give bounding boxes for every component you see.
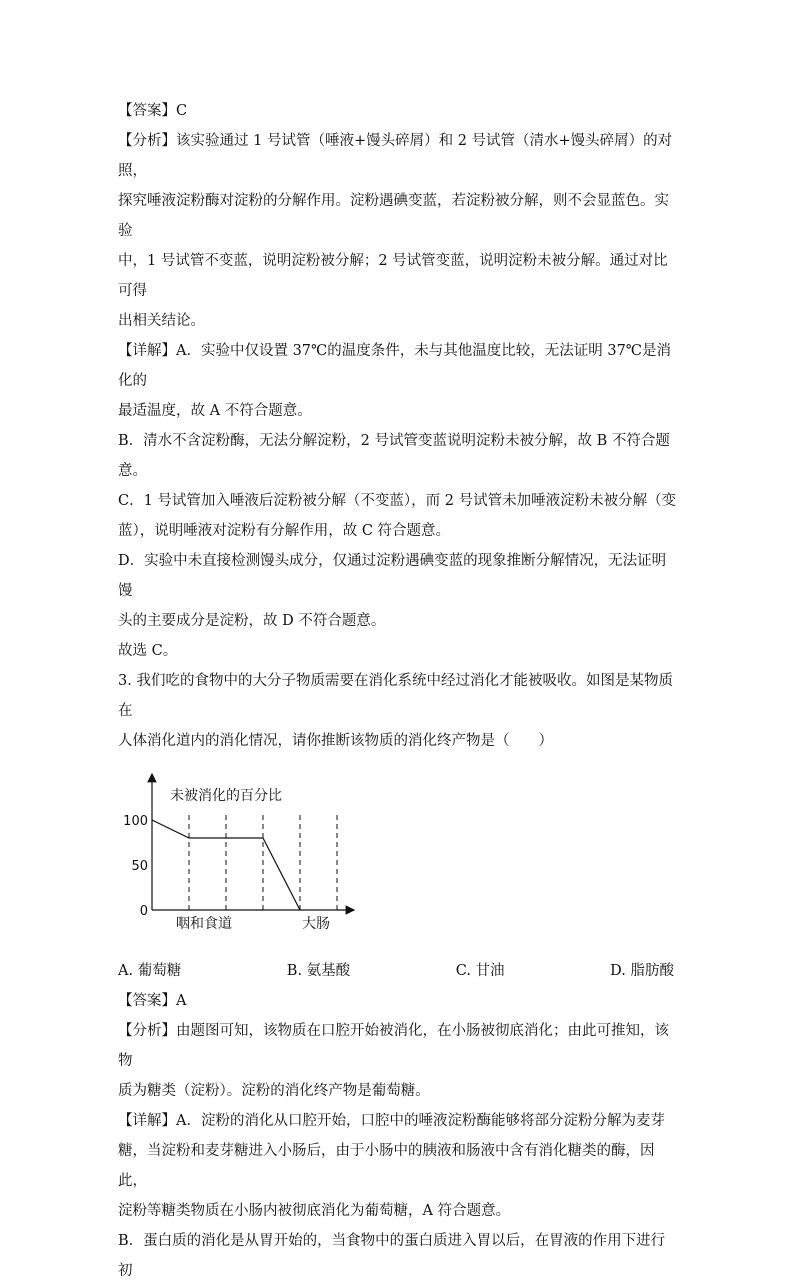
q3-detail <box>118 1106 678 1286</box>
q3-answer: 【答案】A <box>118 993 187 1009</box>
text-line: 最适温度，故 A 不符合题意。 <box>118 403 312 419</box>
option-a[interactable]: A. 葡萄糖 <box>118 963 182 979</box>
x-label-large-intestine: 大肠 <box>302 916 330 932</box>
text-line: 中，1 号试管不变蓝，说明淀粉被分解；2 号试管变蓝，说明淀粉未被分解。通过对比可得 <box>118 253 668 299</box>
q2-detail <box>118 336 678 666</box>
y-tick-label: 0 <box>139 904 148 919</box>
y-tick-label: 100 <box>123 814 148 829</box>
text-line: 【详解】A．实验中仅设置 37℃的温度条件，未与其他温度比较，无法证明 37℃是消化的 <box>118 343 672 389</box>
y-tick-label: 50 <box>131 859 148 874</box>
text-line: 头的主要成分是淀粉，故 D 不符合题意。 <box>118 613 386 629</box>
q3-question <box>118 666 678 756</box>
text-line: D．实验中未直接检测馒头成分，仅通过淀粉遇碘变蓝的现象推断分解情况，无法证明馒 <box>118 553 667 599</box>
document-page <box>118 96 678 1286</box>
text-line: 糖，当淀粉和麦芽糖进入小肠后，由于小肠中的胰液和肠液中含有消化糖类的酶，因此， <box>118 1143 655 1189</box>
q2-answer: 【答案】C <box>118 103 188 119</box>
option-c[interactable]: C. 甘油 <box>455 963 505 979</box>
text-line: 3. 我们吃的食物中的大分子物质需要在消化系统中经过消化才能被吸收。如图是某物质在 <box>118 673 673 719</box>
q3-options <box>118 956 674 986</box>
text-line: 故选 C。 <box>118 643 178 659</box>
q2-analysis <box>118 126 678 336</box>
grid-lines <box>189 814 337 910</box>
text-line: 人体消化道内的消化情况，请你推断该物质的消化终产物是（ ） <box>118 733 553 749</box>
text-line: 蓝），说明唾液对淀粉有分解作用，故 C 符合题意。 <box>118 523 451 539</box>
digestion-chart <box>118 768 418 938</box>
text-line: 意。 <box>118 463 147 479</box>
text-line: C．1 号试管加入唾液后淀粉被分解（不变蓝），而 2 号试管未加唾液淀粉未被分解（变 <box>118 493 677 509</box>
text-line: 出相关结论。 <box>118 313 205 329</box>
text-line: 质为糖类（淀粉）。淀粉的消化终产物是葡萄糖。 <box>118 1083 430 1099</box>
option-b[interactable]: B. 氨基酸 <box>286 963 351 979</box>
text-line: 【分析】该实验通过 1 号试管（唾液+馒头碎屑）和 2 号试管（清水+馒头碎屑）的对照， <box>118 133 673 179</box>
text-line: 淀粉等糖类物质在小肠内被彻底消化为葡萄糖，A 符合题意。 <box>118 1203 511 1219</box>
x-label-pharynx: 咽和食道 <box>176 916 232 932</box>
option-d[interactable]: D. 脂肪酸 <box>610 963 674 979</box>
text-line: B．蛋白质的消化是从胃开始的，当食物中的蛋白质进入胃以后，在胃液的作用下进行初 <box>118 1233 666 1279</box>
text-line: B．清水不含淀粉酶，无法分解淀粉，2 号试管变蓝说明淀粉未被分解，故 B 不符合题 <box>118 433 670 449</box>
text-line: 【分析】由题图可知，该物质在口腔开始被消化，在小肠被彻底消化；由此可推知，该物 <box>118 1023 669 1069</box>
y-axis-label: 未被消化的百分比 <box>170 788 282 804</box>
y-ticks <box>123 814 148 919</box>
text-line: 探究唾液淀粉酶对淀粉的分解作用。淀粉遇碘变蓝，若淀粉被分解，则不会显蓝色。实验 <box>118 193 669 239</box>
q3-analysis <box>118 1016 678 1106</box>
text-line: 【详解】A．淀粉的消化从口腔开始，口腔中的唾液淀粉酶能够将部分淀粉分解为麦芽 <box>118 1113 665 1129</box>
chart-svg <box>118 768 418 938</box>
